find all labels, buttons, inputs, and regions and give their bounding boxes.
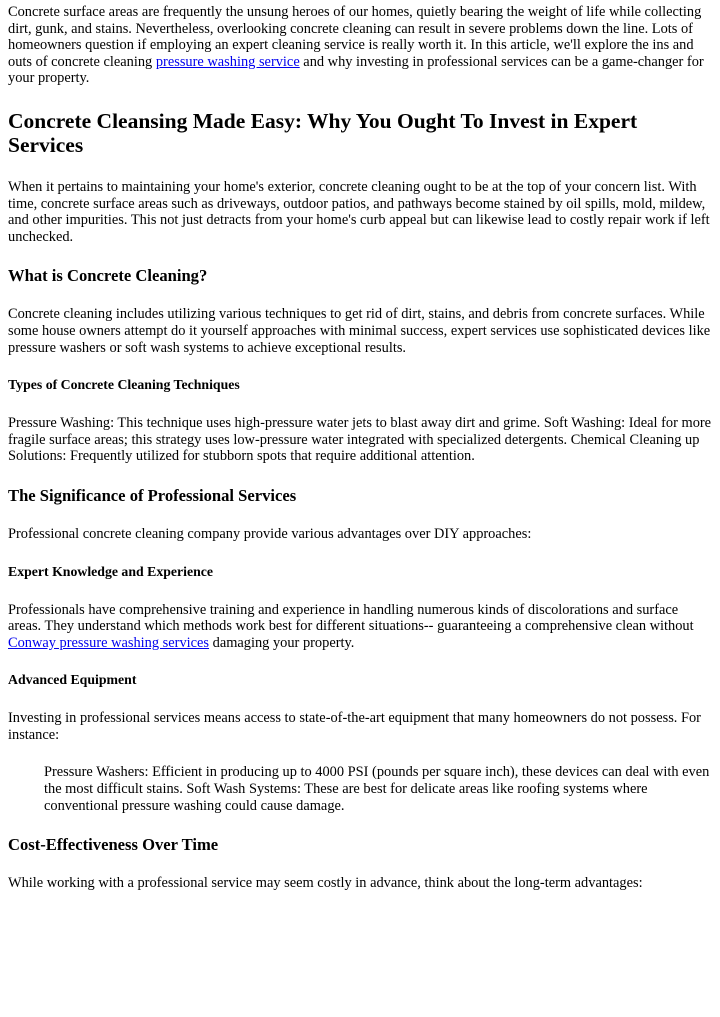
types-paragraph: Pressure Washing: This technique uses high-pressure water jets to blast away dirt and grime. Soft Washing: Ideal for more fragile surface areas; this strategy uses low-pressure water integrated with specialized detergents. Chemical Cleaning up Solutions: Frequently utilized for stubborn spots that require additional attention. [8,415,712,465]
what-is-heading: What is Concrete Cleaning? [8,266,208,286]
equipment-heading: Advanced Equipment [8,672,137,688]
equipment-quote [44,764,712,814]
expert-text-before-link: Professionals have comprehensive training and experience in handling numerous kinds of discolorations and surface areas. They understand which methods work best for different situations-- guaranteeing a comprehensive clean without [8,601,694,635]
cost-heading: Cost-Effectiveness Over Time [8,835,219,855]
main-heading: Concrete Cleansing Made Easy: Why You Ought To Invest in Expert Services [8,108,638,158]
expert-paragraph [8,602,712,652]
cost-paragraph: While working with a professional service may seem costly in advance, think about the long-term advantages: [8,875,643,892]
equipment-quote-text: Pressure Washers: Efficient in producing up to 4000 PSI (pounds per square inch), these devices can deal with even the most difficult stains. Soft Wash Systems: These are best for delicate areas like roofing systems where conventional pressure washing could cause damage. [44,764,710,814]
exterior-paragraph: When it pertains to maintaining your home's exterior, concrete cleaning ought to be at the top of your concern list. With time, concrete surface areas such as driveways, outdoor patios, and pathways become stained by oil spills, mold, mildew, and other impurities. This not just detracts from your home's curb appeal but can likewise lead to costly repair work if left unchecked. [8,178,710,245]
expert-heading: Expert Knowledge and Experience [8,563,214,579]
pressure-washing-service-link[interactable]: pressure washing service [155,53,300,70]
expert-text-after-link: damaging your property. [209,634,355,651]
equipment-paragraph: Investing in professional services means access to state-of-the-art equipment that many homeowners do not possess. For instance: [8,710,701,743]
significance-heading: The Significance of Professional Services [8,485,297,505]
types-heading: Types of Concrete Cleaning Techniques [8,377,240,393]
significance-paragraph: Professional concrete cleaning company provide various advantages over DIY approaches: [8,525,532,542]
conway-pressure-washing-link[interactable]: Conway pressure washing services [8,634,210,651]
intro-text-after-link: and why investing in professional services can be a game-changer for your property. [8,53,704,87]
intro-text-before-link: Concrete surface areas are frequently the unsung heroes of our homes, quietly bearing the weight of life while collecting dirt, gunk, and stains. Nevertheless, overlooking concrete cleaning can result in severe problems down the line. Lots of homeowners question if employing an expert cleaning service is really worth it. In this article, we'll explore the ins and outs of concrete cleaning [8,4,702,70]
intro-paragraph [8,4,712,87]
what-is-paragraph: Concrete cleaning includes utilizing various techniques to get rid of dirt, stains, and debris from concrete surfaces. While some house owners attempt do it yourself approaches with minimal success, expert services use sophisticated devices like pressure washers or soft wash systems to achieve exceptional results. [8,306,711,356]
